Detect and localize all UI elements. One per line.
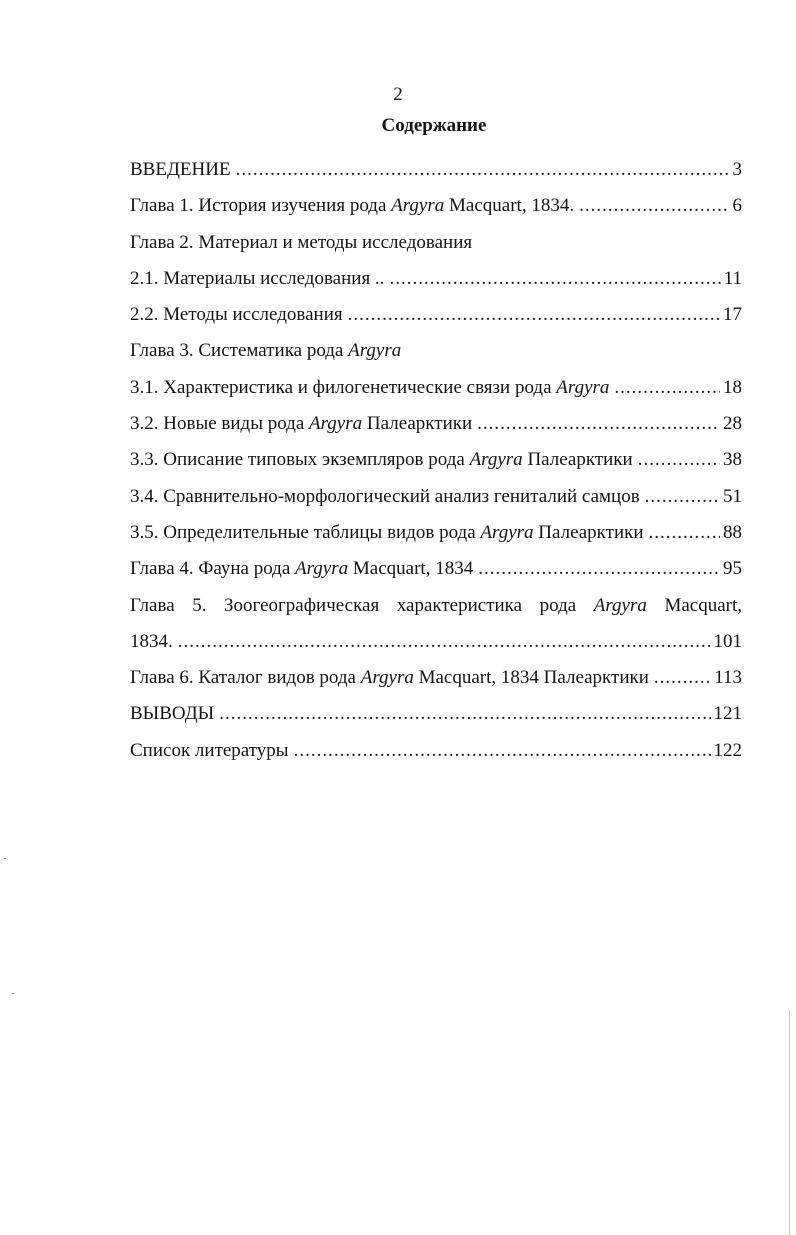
toc-entry-page: 17 bbox=[723, 304, 742, 326]
toc-entry-title: Глава 4. Фауна рода Argyra Macquart, 1834 bbox=[130, 558, 474, 580]
toc-entry-page: 18 bbox=[723, 376, 742, 398]
toc-entry-page: 28 bbox=[723, 413, 742, 435]
toc-leader-dots bbox=[219, 701, 710, 727]
toc-entry-title: ВВЕДЕНИЕ bbox=[130, 159, 231, 180]
toc-entry-introduction bbox=[130, 157, 742, 193]
toc-entry-section-2-2 bbox=[130, 302, 742, 338]
toc-entry-title: Глава 2. Материал и методы исследования bbox=[130, 231, 473, 253]
toc-entry-chapter-6 bbox=[130, 665, 742, 701]
toc-entry-title: 1834. bbox=[130, 630, 173, 652]
page-number: 2 bbox=[393, 84, 403, 105]
toc-leader-dots bbox=[614, 375, 720, 401]
table-of-contents bbox=[130, 157, 742, 774]
toc-entry-page: 11 bbox=[723, 267, 742, 289]
toc-entry-title: 3.4. Сравнительно-морфологический анализ гениталий самцов bbox=[130, 485, 640, 507]
toc-entry-title: 2.1. Материалы исследования .. bbox=[130, 267, 385, 289]
toc-entry-section-3-4 bbox=[130, 484, 742, 520]
toc-leader-dots bbox=[178, 629, 711, 655]
toc-entry-page: 95 bbox=[723, 558, 742, 580]
toc-entry-chapter-1 bbox=[130, 193, 742, 229]
scan-edge-line bbox=[789, 1010, 790, 1235]
toc-leader-dots bbox=[294, 738, 711, 764]
toc-entry-section-3-5 bbox=[130, 520, 742, 556]
toc-leader-dots bbox=[389, 266, 720, 292]
toc-leader-dots bbox=[645, 484, 720, 510]
toc-leader-dots bbox=[579, 193, 729, 219]
toc-entry-chapter-5 bbox=[130, 593, 742, 629]
toc-entry-page: 113 bbox=[714, 667, 742, 689]
toc-leader-dots bbox=[638, 447, 720, 473]
toc-entry-chapter-3 bbox=[130, 338, 742, 374]
toc-entry-references bbox=[130, 738, 742, 774]
toc-entry-page: 51 bbox=[723, 485, 742, 507]
toc-leader-dots bbox=[236, 157, 730, 183]
toc-entry-page: 101 bbox=[713, 630, 742, 652]
toc-leader-dots bbox=[654, 665, 711, 691]
toc-leader-dots bbox=[348, 302, 720, 328]
toc-entry-title: 2.2. Методы исследования bbox=[130, 304, 343, 326]
toc-entry-page: 38 bbox=[723, 449, 742, 471]
toc-leader-dots bbox=[477, 411, 720, 437]
toc-entry-section-2-1 bbox=[130, 266, 742, 302]
toc-entry-chapter-5-continued bbox=[130, 629, 742, 665]
toc-leader-dots bbox=[478, 556, 720, 582]
toc-entry-title: Глава 3. Систематика рода Argyra bbox=[130, 340, 402, 362]
page-title: Содержание bbox=[381, 115, 487, 136]
scan-speck bbox=[4, 858, 6, 859]
toc-leader-dots bbox=[649, 520, 720, 546]
toc-entry-chapter-2 bbox=[130, 230, 742, 266]
toc-entry-chapter-4 bbox=[130, 556, 742, 592]
toc-entry-title: 3.3. Описание типовых экземпляров рода Argyra Палеарктики bbox=[130, 449, 633, 471]
toc-entry-title: 3.1. Характеристика и филогенетические связи рода Argyra bbox=[130, 376, 610, 398]
toc-entry-page: 6 bbox=[732, 195, 742, 217]
toc-entry-page: 121 bbox=[713, 703, 742, 725]
toc-entry-title: 3.5. Определительные таблицы видов рода Argyra Палеарктики bbox=[130, 521, 644, 543]
scan-speck bbox=[12, 993, 14, 994]
toc-entry-conclusions bbox=[130, 701, 742, 737]
toc-entry-title: Список литературы bbox=[130, 739, 289, 761]
toc-entry-page: 3 bbox=[732, 159, 742, 180]
toc-entry-section-3-2 bbox=[130, 411, 742, 447]
toc-entry-page: 88 bbox=[723, 521, 742, 543]
toc-entry-title: Глава 6. Каталог видов рода Argyra Macquart, 1834 Палеарктики bbox=[130, 667, 649, 689]
toc-entry-page: 122 bbox=[713, 739, 742, 761]
toc-entry-section-3-3 bbox=[130, 447, 742, 483]
toc-entry-title: 3.2. Новые виды рода Argyra Палеарктики bbox=[130, 413, 473, 435]
toc-entry-title: ВЫВОДЫ bbox=[130, 703, 215, 725]
toc-entry-section-3-1 bbox=[130, 375, 742, 411]
toc-entry-title: Глава 5. Зоогеографическая характеристика рода Argyra Macquart, bbox=[130, 594, 742, 616]
toc-entry-title: Глава 1. История изучения рода Argyra Macquart, 1834. bbox=[130, 195, 575, 217]
